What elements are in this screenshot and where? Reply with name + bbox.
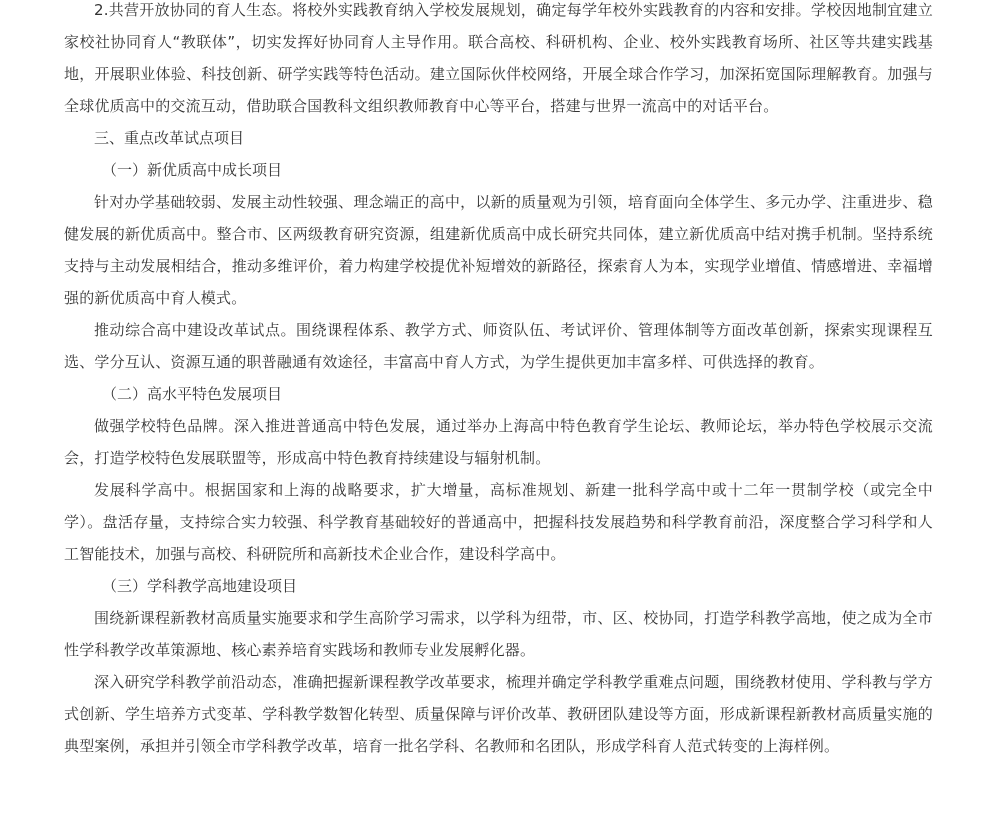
subsection-heading-3: （三）学科教学高地建设项目 xyxy=(102,577,298,595)
paragraph-research: 深入研究学科教学前沿动态，准确把握新课程教学改革要求，梳理并确定学科教学重难点问题，围绕教材使用、学科教与学方式创新、学生培养方式变革、学科教学数智化转型、质量保障与评价改革、教研团队建设等方面，形成新课程新教材高质量实施的典型案例，承担并引领全市学科教学改革，培育一批名学科、名教师和名团队，形成学科育人范式转变的上海样例。 xyxy=(64,673,933,755)
paragraph-brand: 做强学校特色品牌。深入推进普通高中特色发展，通过举办上海高中特色教育学生论坛、教师论坛，举办特色学校展示交流会，打造学校特色发展联盟等，形成高中特色教育持续建设与辐射机制。 xyxy=(64,417,933,467)
subsection-heading-1: （一）新优质高中成长项目 xyxy=(102,161,283,179)
subsection-heading-2: （二）高水平特色发展项目 xyxy=(102,385,283,403)
paragraph-comprehensive: 推动综合高中建设改革试点。围绕课程体系、教学方式、师资队伍、考试评价、管理体制等方面改革创新，探索实现课程互选、学分互认、资源互通的职普融通有效途径，丰富高中育人方式，为学生提供更加丰富多样、可供选择的教育。 xyxy=(64,321,933,371)
paragraph-ecosystem: 2.共营开放协同的育人生态。将校外实践教育纳入学校发展规划，确定每学年校外实践教育的内容和安排。学校因地制宜建立家校社协同育人“教联体”，切实发挥好协同育人主导作用。联合高校、科研机构、企业、校外实践教育场所、社区等共建实践基地，开展职业体验、科技创新、研学实践等特色活动。建立国际伙伴校网络，开展全球合作学习，加深拓宽国际理解教育。加强与全球优质高中的交流互动，借助联合国教科文组织教师教育中心等平台，搭建与世界一流高中的对话平台。 xyxy=(64,1,933,115)
paragraph-highland: 围绕新课程新教材高质量实施要求和学生高阶学习需求，以学科为纽带，市、区、校协同，打造学科教学高地，使之成为全市性学科教学改革策源地、核心素养培育实践场和教师专业发展孵化器。 xyxy=(64,609,933,659)
section-heading: 三、重点改革试点项目 xyxy=(94,129,245,147)
paragraph-science-high: 发展科学高中。根据国家和上海的战略要求，扩大增量，高标准规划、新建一批科学高中或十二年一贯制学校（或完全中学）。盘活存量，支持综合实力较强、科学教育基础较好的普通高中，把握科技发展趋势和科学教育前沿，深度整合学习科学和人工智能技术，加强与高校、科研院所和高新技术企业合作，建设科学高中。 xyxy=(64,481,933,563)
paragraph-new-quality: 针对办学基础较弱、发展主动性较强、理念端正的高中，以新的质量观为引领，培育面向全体学生、多元办学、注重进步、稳健发展的新优质高中。整合市、区两级教育研究资源，组建新优质高中成长研究共同体，建立新优质高中结对携手机制。坚持系统支持与主动发展相结合，推动多维评价，着力构建学校提优补短增效的新路径，探索育人为本，实现学业增值、情感增进、幸福增强的新优质高中育人模式。 xyxy=(64,193,933,307)
